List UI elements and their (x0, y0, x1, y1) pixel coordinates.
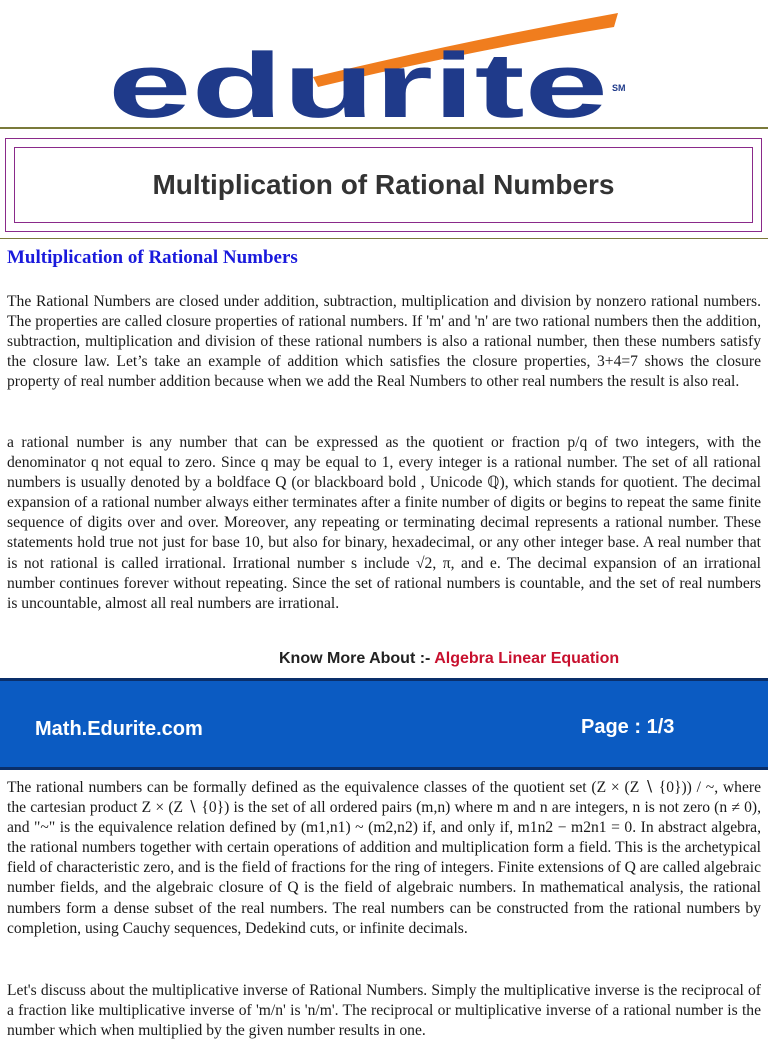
logo-service-mark: SM (612, 83, 626, 93)
page-indicator: Page : 1/3 (581, 716, 675, 738)
title-frame (5, 138, 762, 232)
title-frame-inner (14, 147, 753, 223)
know-more-link[interactable]: Algebra Linear Equation (434, 650, 620, 667)
paragraph-closure: The Rational Numbers are closed under addition, subtraction, multiplication and division by nonzero rational numbers. The properties are called closure properties of rational numbers. If 'm' and 'n' are two rational numbers then the addition, subtraction, multiplication and division of these rational numbers is also a rational number, then these numbers satisfy the closure law. Let’s take an example of addition which satisfies the closure properties, 3+4=7 shows the closure property of real number addition because when we add the Real Numbers to other real numbers the result is also real. (7, 293, 761, 391)
header-divider (0, 127, 768, 129)
paragraph-definition: a rational number is any number that can be expressed as the quotient or fraction p/q of two integers, with the denominator q not equal to zero. Since q may be equal to 1, every integer is a rational number. The set of all rational numbers is usually denoted by a boldface Q (or blackboard bold , Unicode ℚ), which stands for quotient. The decimal expansion of a rational number always either terminates after a finite number of digits or begins to repeat the same finite sequence of digits over and over. Moreover, any repeating or terminating decimal represents a rational number. These statements hold true not just for base 10, but also for binary, hexadecimal, or any other integer base. A real number that is not rational is called irrational. Irrational number s include √2, π, and e. The decimal expansion of an irrational number continues forever without repeating. Since the set of rational numbers is countable, and the set of real numbers is uncountable, almost all real numbers are irrational. (7, 434, 761, 612)
know-more-line (279, 650, 619, 668)
page-title: Multiplication of Rational Numbers (152, 169, 615, 200)
paragraph-formal-definition: The rational numbers can be formally defined as the equivalence classes of the quotient set (Z × (Z ∖ {0})) / ~, where the cartesian product Z × (Z ∖ {0}) is the set of all ordered pairs (m,n) where m and n are integers, n is not zero (n ≠ 0), and "~" is the equivalence relation defined by (m1,n1) ~ (m2,n2) if, and only if, m1n2 − m2n1 = 0. In abstract algebra, the rational numbers together with certain operations of addition and multiplication form a field. This is the archetypical field of characteristic zero, and is the field of fractions for the ring of integers. Finite extensions of Q are called algebraic number fields, and the algebraic closure of Q is the field of algebraic numbers. In mathematical analysis, the rational numbers form a dense subset of the real numbers. The real numbers can be constructed from the rational numbers by completion, using Cauchy sequences, Dedekind cuts, or infinite decimals. (7, 779, 761, 937)
edurite-logo-graphic (108, 5, 648, 123)
know-more-prefix: Know More About :- (279, 650, 431, 667)
title-divider (0, 238, 768, 239)
logo-wordmark: edurite (108, 35, 608, 123)
edurite-logo (108, 5, 648, 123)
footer-site-link[interactable]: Math.Edurite.com (35, 718, 203, 740)
section-heading: Multiplication of Rational Numbers (7, 247, 298, 268)
paragraph-multiplicative-inverse: Let's discuss about the multiplicative inverse of Rational Numbers. Simply the multiplicative inverse is the reciprocal of a fraction like multiplicative inverse of 'm/n' is 'n/m'. The reciprocal or multiplicative inverse of a rational number is the number which when multiplied by the given number results in one. (7, 982, 761, 1040)
